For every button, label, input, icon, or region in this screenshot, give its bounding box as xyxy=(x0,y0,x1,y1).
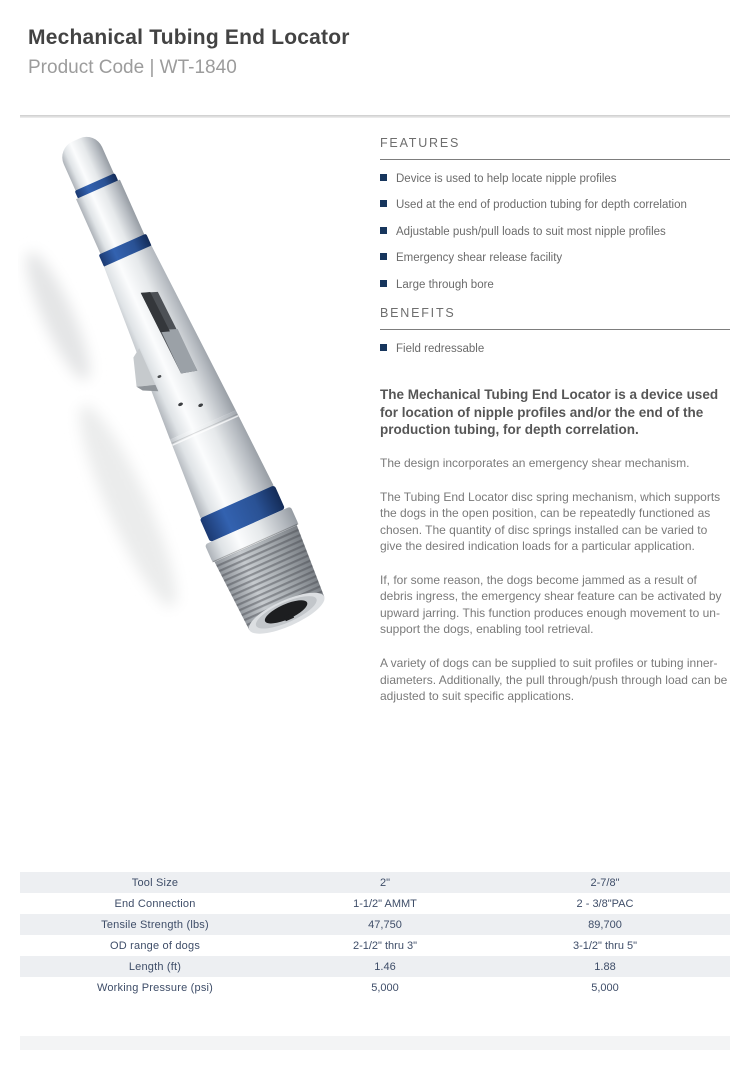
footer-bar xyxy=(20,1036,730,1050)
header-divider xyxy=(20,115,730,118)
spec-value: 5,000 xyxy=(371,981,399,994)
square-bullet-icon xyxy=(380,344,387,351)
tool-body xyxy=(33,126,335,644)
spec-label: End Connection xyxy=(114,897,196,910)
spec-value: 5,000 xyxy=(591,981,619,994)
spec-table xyxy=(20,872,730,998)
spec-value: 89,700 xyxy=(588,918,622,931)
content-column xyxy=(380,136,730,705)
body-paragraph: A variety of dogs can be supplied to suit profiles or tubing inner-diameters. Additionally, the pull through/push through load can be adjusted to suit specific applications. xyxy=(380,655,728,704)
spec-label: OD range of dogs xyxy=(109,939,201,952)
table-row xyxy=(20,977,730,998)
spec-label: Tensile Strength (lbs) xyxy=(101,918,209,931)
features-divider xyxy=(380,159,730,160)
spec-value: 1.88 xyxy=(594,960,616,973)
spec-label: Working Pressure (psi) xyxy=(96,981,214,994)
square-bullet-icon xyxy=(380,280,387,287)
table-row xyxy=(20,935,730,956)
benefits-section xyxy=(380,306,730,356)
list-item xyxy=(380,225,730,239)
square-bullet-icon xyxy=(380,174,387,181)
page-title: Mechanical Tubing End Locator xyxy=(28,26,350,49)
product-code: Product Code | WT-1840 xyxy=(28,57,237,78)
list-item xyxy=(380,342,730,356)
feature-text: Emergency shear release facility xyxy=(396,252,563,265)
benefit-text: Field redressable xyxy=(396,342,485,355)
spec-value: 3-1/2" thru 5" xyxy=(572,939,638,952)
feature-text: Used at the end of production tubing for depth correlation xyxy=(396,199,687,212)
body-paragraph: The design incorporates an emergency shear mechanism. xyxy=(380,456,690,471)
spec-value: 1.46 xyxy=(374,960,396,973)
feature-text: Large through bore xyxy=(396,278,494,291)
body-paragraph: The Tubing End Locator disc spring mechanism, which supports the dogs in the open position, can be repeatedly functioned as chosen. The quantity of disc springs installed can be varied to give the desired indication loads for a particular application. xyxy=(380,489,721,554)
spec-value: 1-1/2" AMMT xyxy=(353,897,417,910)
benefits-heading: BENEFITS xyxy=(380,305,456,320)
table-row xyxy=(20,893,730,914)
list-item xyxy=(380,278,730,292)
benefits-list xyxy=(380,342,730,356)
list-item xyxy=(380,172,730,186)
benefits-divider xyxy=(380,329,730,330)
table-row xyxy=(20,914,730,935)
spec-value: 47,750 xyxy=(368,918,402,931)
intro-paragraph: The Mechanical Tubing End Locator is a device used for location of nipple profiles and/or the end of the production tubing, for depth correlation. xyxy=(380,387,719,437)
square-bullet-icon xyxy=(380,227,387,234)
table-row xyxy=(20,872,730,893)
spec-value: 2-1/2" thru 3" xyxy=(352,939,418,952)
spec-label: Tool Size xyxy=(131,876,179,889)
features-heading: FEATURES xyxy=(380,136,461,150)
square-bullet-icon xyxy=(380,200,387,207)
feature-text: Adjustable push/pull loads to suit most nipple profiles xyxy=(396,225,666,238)
spec-value: 2" xyxy=(379,876,391,889)
list-item xyxy=(380,251,730,265)
spec-value: 2-7/8" xyxy=(590,876,620,889)
spec-label: Length (ft) xyxy=(128,960,182,973)
body-paragraph: If, for some reason, the dogs become jammed as a result of debris ingress, the emergency shear feature can be activated by upward jarring. This function produces enough movement to un-support the dogs, enabling tool retrieval. xyxy=(380,572,722,637)
list-item xyxy=(380,198,730,212)
feature-text: Device is used to help locate nipple profiles xyxy=(396,173,617,185)
spec-value: 2 - 3/8"PAC xyxy=(576,897,634,910)
tool-shadow xyxy=(18,246,100,386)
square-bullet-icon xyxy=(380,253,387,260)
features-list xyxy=(380,172,730,292)
table-row xyxy=(20,956,730,977)
features-section xyxy=(380,136,730,292)
tool-figure xyxy=(18,126,363,671)
header xyxy=(28,26,350,79)
tool-photo xyxy=(18,126,363,671)
